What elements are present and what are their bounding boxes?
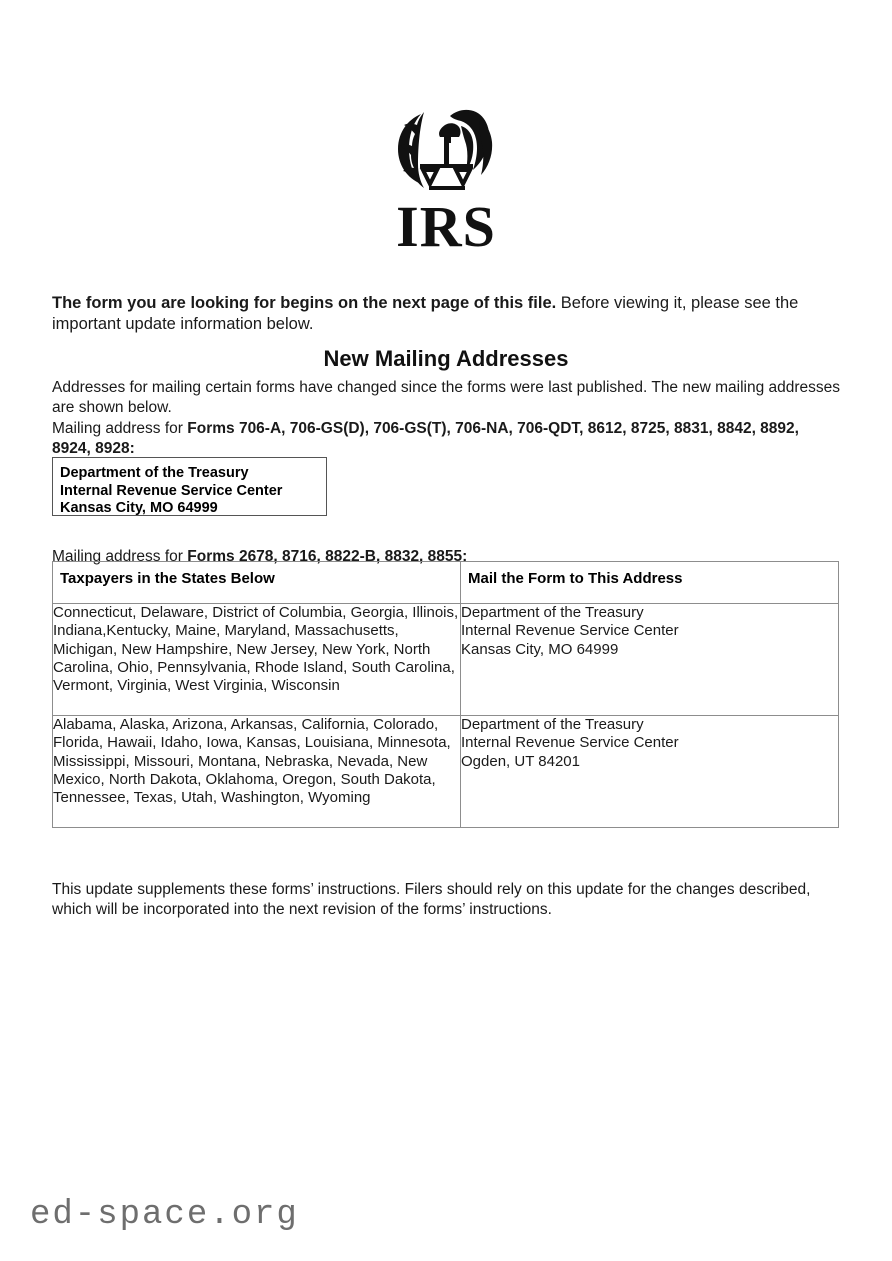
table-row [53, 716, 839, 828]
table-header-row [53, 562, 839, 604]
intro-rest: Before viewing it, please see the important update information below. [52, 293, 799, 333]
column-header-address: Mail the Form to This Address [461, 562, 839, 604]
closing-note: This update supplements these forms’ instructions. Filers should rely on this update for the changes described, which will be incorporated into the next revision of the forms’ instructions. [52, 880, 811, 918]
states-cell: Connecticut, Delaware, District of Columbia, Georgia, Illinois, Indiana,Kentucky, Maine, Maryland, Massachusetts, Michigan, New Hampshire, New Jersey, New York, North Carolina, Ohio, Pennsylvania, Rhode Island, South Carolina, Vermont, Virginia, West Virginia, Wisconsin [53, 604, 461, 716]
forms-group-1-list: Forms 706-A, 706-GS(D), 706-GS(T), 706-NA, 706-QDT, 8612, 8725, 8831, 8842, 8892, 8924, 8928: [52, 419, 799, 457]
address-line-2: Internal Revenue Service Center [461, 622, 679, 640]
column-header-states: Taxpayers in the States Below [53, 562, 461, 604]
address-box-line-1: Department of the Treasury [60, 465, 249, 481]
mailing-address-table [52, 561, 839, 828]
kansas-city-address-box [52, 457, 327, 516]
irs-logo [0, 104, 892, 259]
address-line-3: Ogden, UT 84201 [461, 752, 580, 770]
watermark: ed-space.org [30, 1196, 299, 1234]
address-line-3: Kansas City, MO 64999 [461, 640, 619, 658]
forms-group-2-prefix: Mailing address for [52, 547, 188, 565]
address-box-line-3: Kansas City, MO 64999 [60, 500, 218, 516]
address-cell [461, 604, 839, 716]
intro-bold-lead: The form you are looking for begins on the next page of this file. [52, 293, 557, 312]
address-line-1: Department of the Treasury [461, 604, 644, 621]
irs-wordmark: IRS [396, 194, 496, 259]
states-cell: Alabama, Alaska, Arizona, Arkansas, California, Colorado, Florida, Hawaii, Idaho, Iowa, Kansas, Louisiana, Minnesota, Mississippi, Missouri, Montana, Nebraska, Nevada, New Mexico, North Dakota, Oklahoma, Oregon, South Dakota, Tennessee, Texas, Utah, Washington, Wyoming [53, 716, 461, 828]
page-title: New Mailing Addresses [323, 345, 569, 371]
address-line-2: Internal Revenue Service Center [461, 734, 679, 752]
forms-group-1-prefix: Mailing address for [52, 419, 188, 437]
address-box-line-2: Internal Revenue Service Center [60, 482, 283, 499]
table-row [53, 604, 839, 716]
address-line-1: Department of the Treasury [461, 716, 644, 733]
forms-group-2-list: Forms 2678, 8716, 8822-B, 8832, 8855: [187, 547, 468, 565]
irs-eagle-scales-emblem [387, 104, 505, 196]
intro-paragraph [52, 293, 842, 336]
mailing-address-forms-group-1 [52, 419, 842, 460]
addresses-changed-paragraph: Addresses for mailing certain forms have changed since the forms were last published. The new mailing addresses are shown below. [52, 378, 841, 416]
address-cell [461, 716, 839, 828]
